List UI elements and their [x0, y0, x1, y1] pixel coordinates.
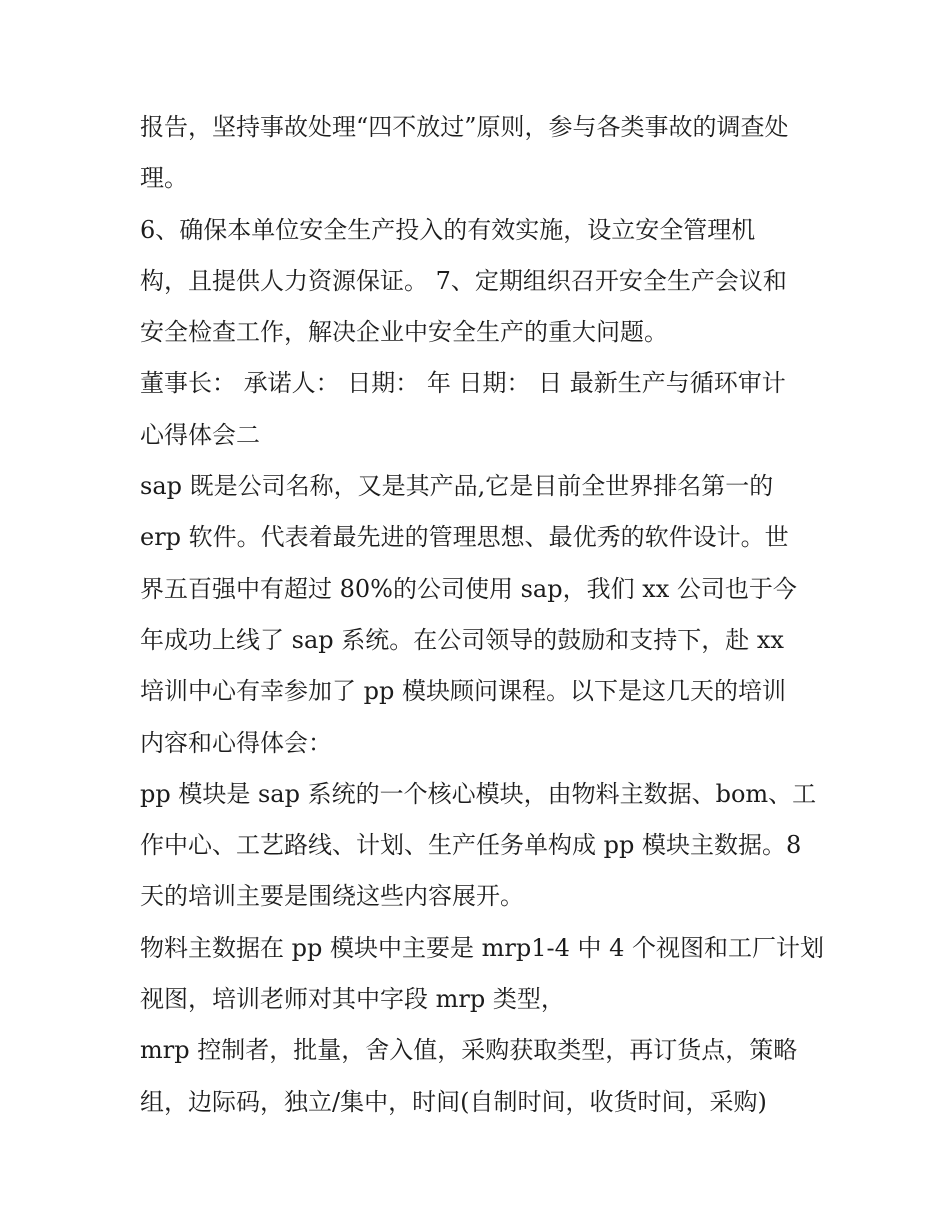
text-line: 培训中心有幸参加了 pp 模块顾问课程。以下是这几天的培训 — [140, 677, 786, 706]
text-line: 内容和心得体会： — [140, 728, 332, 757]
text-line: pp 模块是 sap 系统的一个核心模块，由物料主数据、bom、工 — [140, 779, 817, 808]
text-line: 作中心、工艺路线、计划、生产任务单构成 pp 模块主数据。8 — [140, 831, 802, 860]
text-line: 界五百强中有超过 80%的公司使用 sap，我们 xx 公司也于今 — [140, 574, 797, 603]
text-line: mrp 控制者，批量，舍入值，采购获取类型，再订货点，策略 — [140, 1036, 798, 1065]
text-line: 构，且提供人力资源保证。 7、定期组织召开安全生产会议和 — [140, 266, 787, 295]
text-line: 物料主数据在 pp 模块中主要是 mrp1-4 中 4 个视图和工厂计划 — [140, 933, 825, 962]
text-line: sap 既是公司名称，又是其产品,它是目前全世界排名第一的 — [140, 472, 774, 501]
text-line: 组，边际码，独立/集中，时间(自制时间，收货时间，采购) — [140, 1087, 767, 1116]
document-body — [140, 102, 825, 1128]
text-line: 天的培训主要是围绕这些内容展开。 — [140, 882, 524, 911]
text-line: 年成功上线了 sap 系统。在公司领导的鼓励和支持下，赴 xx — [140, 625, 784, 654]
text-line: 理。 — [140, 164, 188, 193]
text-line: 6、确保本单位安全生产投入的有效实施，设立安全管理机 — [140, 215, 756, 244]
text-line: erp 软件。代表着最先进的管理思想、最优秀的软件设计。世 — [140, 523, 789, 552]
text-line: 董事长： 承诺人： 日期： 年 日期： 日 最新生产与循环审计 — [140, 369, 786, 398]
text-line: 报告，坚持事故处理“四不放过”原则，参与各类事故的调查处 — [140, 113, 789, 141]
text-line: 视图，培训老师对其中字段 mrp 类型， — [140, 985, 565, 1014]
text-line: 安全检查工作，解决企业中安全生产的重大问题。 — [140, 318, 668, 347]
text-line: 心得体会二 — [140, 420, 260, 449]
